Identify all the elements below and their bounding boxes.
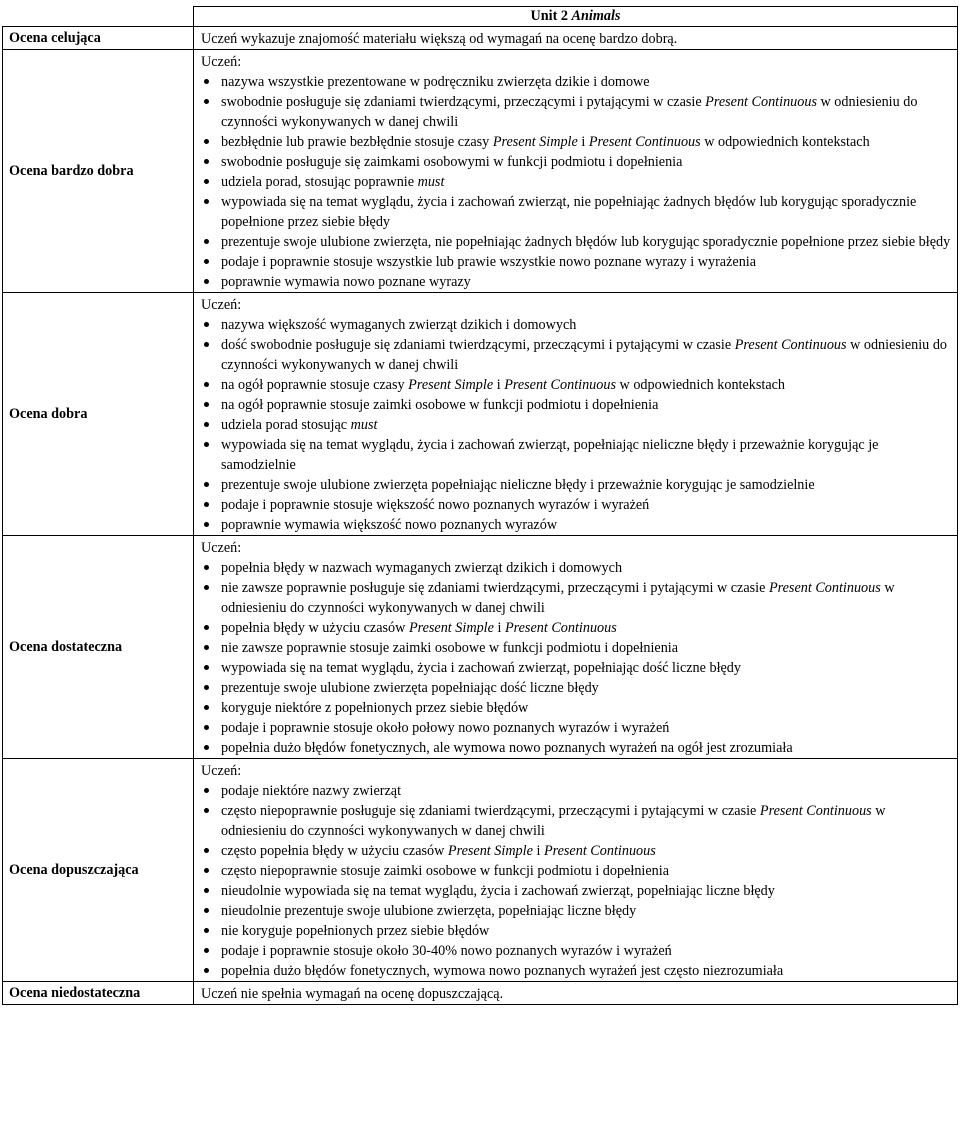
requirement-text: i: [532, 843, 544, 859]
requirement-text: nieudolnie wypowiada się na temat wyglądu, życia i zachowań zwierząt, popełniając liczne błędy: [221, 883, 775, 899]
grade-row: [3, 759, 958, 982]
requirement-text: na ogół poprawnie stosuje zaimki osobowe w funkcji podmiotu i dopełnienia: [221, 397, 659, 413]
requirement-text: często niepoprawnie stosuje zaimki osobowe w funkcji podmiotu i dopełnienia: [221, 863, 669, 879]
requirement-term: Present Continuous: [504, 377, 616, 393]
requirement-term: Present Simple: [447, 843, 533, 859]
requirement-item: [221, 738, 951, 758]
grade-name: Ocena dopuszczająca: [3, 759, 194, 982]
requirement-item: [221, 801, 951, 841]
grading-table-body: [3, 7, 958, 1005]
grade-requirements: [194, 536, 958, 759]
requirement-text: nieudolnie prezentuje swoje ulubione zwierzęta, popełniając liczne błędy: [221, 903, 637, 919]
requirement-item: [221, 558, 951, 578]
requirement-item: [221, 881, 951, 901]
grade-name: Ocena bardzo dobra: [3, 50, 194, 293]
requirement-item: [221, 941, 951, 961]
requirement-text: w odpowiednich kontekstach: [615, 377, 786, 393]
requirements-intro: Uczeń:: [201, 540, 242, 556]
requirements-list: [200, 315, 951, 535]
grade-requirements: [194, 982, 958, 1005]
requirements-intro: Uczeń nie spełnia wymagań na ocenę dopuszczającą.: [201, 986, 504, 1002]
requirement-text: wypowiada się na temat wyglądu, życia i zachowań zwierząt, nie popełniając żadnych błędów lub korygując sporadycznie popełnione przez siebie błędy: [221, 194, 917, 230]
requirement-text: nie zawsze poprawnie stosuje zaimki osobowe w funkcji podmiotu i dopełnienia: [221, 640, 679, 656]
requirement-text: prezentuje swoje ulubione zwierzęta popełniając nieliczne błędy i przeważnie korygując je samodzielnie: [221, 477, 815, 493]
requirement-text: popełnia błędy w użyciu czasów: [221, 620, 409, 636]
requirement-item: [221, 435, 951, 475]
requirement-text: nie zawsze poprawnie posługuje się zdaniami twierdzącymi, przeczącymi i pytającymi w czasie: [221, 580, 769, 596]
requirement-item: [221, 781, 951, 801]
requirement-text: swobodnie posługuje się zdaniami twierdzącymi, przeczącymi i pytającymi w czasie: [221, 94, 706, 110]
grade-row: [3, 536, 958, 759]
requirement-item: [221, 192, 951, 232]
requirements-intro: Uczeń:: [201, 763, 242, 779]
requirement-text: i: [493, 377, 505, 393]
requirements-intro: Uczeń wykazuje znajomość materiału większą od wymagań na ocenę bardzo dobrą.: [201, 31, 678, 47]
requirement-text: podaje niektóre nazwy zwierząt: [221, 783, 402, 799]
requirement-item: [221, 578, 951, 618]
requirement-text: bezbłędnie lub prawie bezbłędnie stosuje czasy: [221, 134, 493, 150]
requirement-item: [221, 272, 951, 292]
requirement-text: nazywa większość wymaganych zwierząt dzikich i domowych: [221, 317, 577, 333]
requirement-text: koryguje niektóre z popełnionych przez siebie błędów: [221, 700, 529, 716]
grade-requirements: [194, 759, 958, 982]
requirement-item: [221, 132, 951, 152]
requirement-text: i: [493, 620, 505, 636]
requirements-list: [200, 781, 951, 981]
requirement-term: Present Simple: [408, 620, 494, 636]
requirement-item: [221, 415, 951, 435]
requirement-item: [221, 698, 951, 718]
requirement-text: często popełnia błędy w użyciu czasów: [221, 843, 448, 859]
requirement-text: prezentuje swoje ulubione zwierzęta popełniając dość liczne błędy: [221, 680, 599, 696]
requirement-term: must: [350, 417, 378, 433]
requirement-text: wypowiada się na temat wyglądu, życia i zachowań zwierząt, popełniając nieliczne błędy i przeważnie korygując je samodzielnie: [221, 437, 879, 473]
requirement-term: Present Continuous: [759, 803, 872, 819]
requirement-item: [221, 718, 951, 738]
requirement-text: w odniesieniu do czynności wykonywanych w danej chwili: [221, 580, 895, 616]
requirement-text: na ogół poprawnie stosuje czasy: [221, 377, 409, 393]
unit-title: [194, 7, 958, 27]
requirement-text: w odpowiednich kontekstach: [700, 134, 870, 150]
grade-requirements: [194, 27, 958, 50]
requirement-text: podaje i poprawnie stosuje większość nowo poznanych wyrazów i wyrażeń: [221, 497, 650, 513]
unit-topic: Animals: [571, 8, 621, 24]
requirements-list: [200, 72, 951, 292]
grade-requirements: [194, 293, 958, 536]
requirement-text: w odniesieniu do czynności wykonywanych w danej chwili: [221, 94, 918, 130]
requirement-item: [221, 232, 951, 252]
requirement-item: [221, 92, 951, 132]
requirement-item: [221, 152, 951, 172]
requirement-text: udziela porad, stosując poprawnie: [221, 174, 418, 190]
requirement-text: popełnia dużo błędów fonetycznych, ale wymowa nowo poznanych wyrażeń na ogół jest zrozumiała: [221, 740, 793, 756]
requirement-item: [221, 315, 951, 335]
requirements-list: [200, 558, 951, 758]
requirement-text: popełnia dużo błędów fonetycznych, wymowa nowo poznanych wyrażeń jest często niezrozumiała: [221, 963, 784, 979]
requirement-term: Present Continuous: [504, 620, 617, 636]
requirement-item: [221, 618, 951, 638]
requirement-item: [221, 375, 951, 395]
unit-label: Unit 2: [530, 8, 568, 24]
requirement-item: [221, 72, 951, 92]
requirement-item: [221, 335, 951, 375]
requirement-item: [221, 678, 951, 698]
requirement-text: udziela porad stosując: [221, 417, 351, 433]
requirement-item: [221, 658, 951, 678]
requirement-term: Present Continuous: [734, 337, 847, 353]
requirement-text: dość swobodnie posługuje się zdaniami twierdzącymi, przeczącymi i pytającymi w czasie: [221, 337, 735, 353]
requirement-item: [221, 961, 951, 981]
grade-row: [3, 982, 958, 1005]
grade-requirements: [194, 50, 958, 293]
header-row: [3, 7, 958, 27]
requirement-term: Present Continuous: [543, 843, 656, 859]
grade-row: [3, 293, 958, 536]
requirement-text: często niepoprawnie posługuje się zdaniami twierdzącymi, przeczącymi i pytającymi w czasie: [221, 803, 760, 819]
requirement-text: podaje i poprawnie stosuje wszystkie lub prawie wszystkie nowo poznane wyrazy i wyrażenia: [221, 254, 757, 270]
requirement-term: Present Simple: [408, 377, 494, 393]
requirement-term: must: [417, 174, 445, 190]
grade-name: Ocena celująca: [3, 27, 194, 50]
requirement-item: [221, 495, 951, 515]
requirement-term: Present Continuous: [588, 134, 701, 150]
requirement-term: Present Simple: [492, 134, 578, 150]
requirements-intro: Uczeń:: [201, 54, 242, 70]
requirement-text: i: [577, 134, 589, 150]
requirement-text: w odniesieniu do czynności wykonywanych w danej chwili: [221, 337, 948, 373]
requirement-text: nazywa wszystkie prezentowane w podręczniku zwierzęta dzikie i domowe: [221, 74, 650, 90]
grade-row: [3, 27, 958, 50]
grade-name: Ocena niedostateczna: [3, 982, 194, 1005]
requirement-item: [221, 841, 951, 861]
requirement-item: [221, 515, 951, 535]
requirement-text: prezentuje swoje ulubione zwierzęta, nie popełniając żadnych błędów lub korygując sporadycznie popełnione przez siebie błędy: [221, 234, 951, 250]
requirement-item: [221, 395, 951, 415]
requirement-item: [221, 475, 951, 495]
requirement-item: [221, 172, 951, 192]
requirement-text: podaje i poprawnie stosuje około połowy nowo poznanych wyrazów i wyrażeń: [221, 720, 670, 736]
requirement-item: [221, 901, 951, 921]
requirement-text: poprawnie wymawia nowo poznane wyrazy: [221, 274, 471, 290]
header-empty-cell: [3, 7, 194, 27]
requirement-text: poprawnie wymawia większość nowo poznanych wyrazów: [221, 517, 558, 533]
grading-table: [2, 6, 958, 1005]
requirement-term: Present Continuous: [705, 94, 817, 110]
requirement-item: [221, 861, 951, 881]
requirement-item: [221, 252, 951, 272]
requirement-text: w odniesieniu do czynności wykonywanych w danej chwili: [221, 803, 886, 839]
requirement-term: Present Continuous: [768, 580, 881, 596]
grade-row: [3, 50, 958, 293]
requirement-text: swobodnie posługuje się zaimkami osobowymi w funkcji podmiotu i dopełnienia: [221, 154, 683, 170]
requirement-text: nie koryguje popełnionych przez siebie błędów: [221, 923, 490, 939]
requirement-text: wypowiada się na temat wyglądu, życia i zachowań zwierząt, popełniając dość liczne błędy: [221, 660, 741, 676]
requirement-text: popełnia błędy w nazwach wymaganych zwierząt dzikich i domowych: [221, 560, 623, 576]
requirement-item: [221, 921, 951, 941]
requirements-intro: Uczeń:: [201, 297, 242, 313]
requirement-text: podaje i poprawnie stosuje około 30-40% nowo poznanych wyrazów i wyrażeń: [221, 943, 672, 959]
grade-name: Ocena dobra: [3, 293, 194, 536]
requirement-item: [221, 638, 951, 658]
grade-name: Ocena dostateczna: [3, 536, 194, 759]
